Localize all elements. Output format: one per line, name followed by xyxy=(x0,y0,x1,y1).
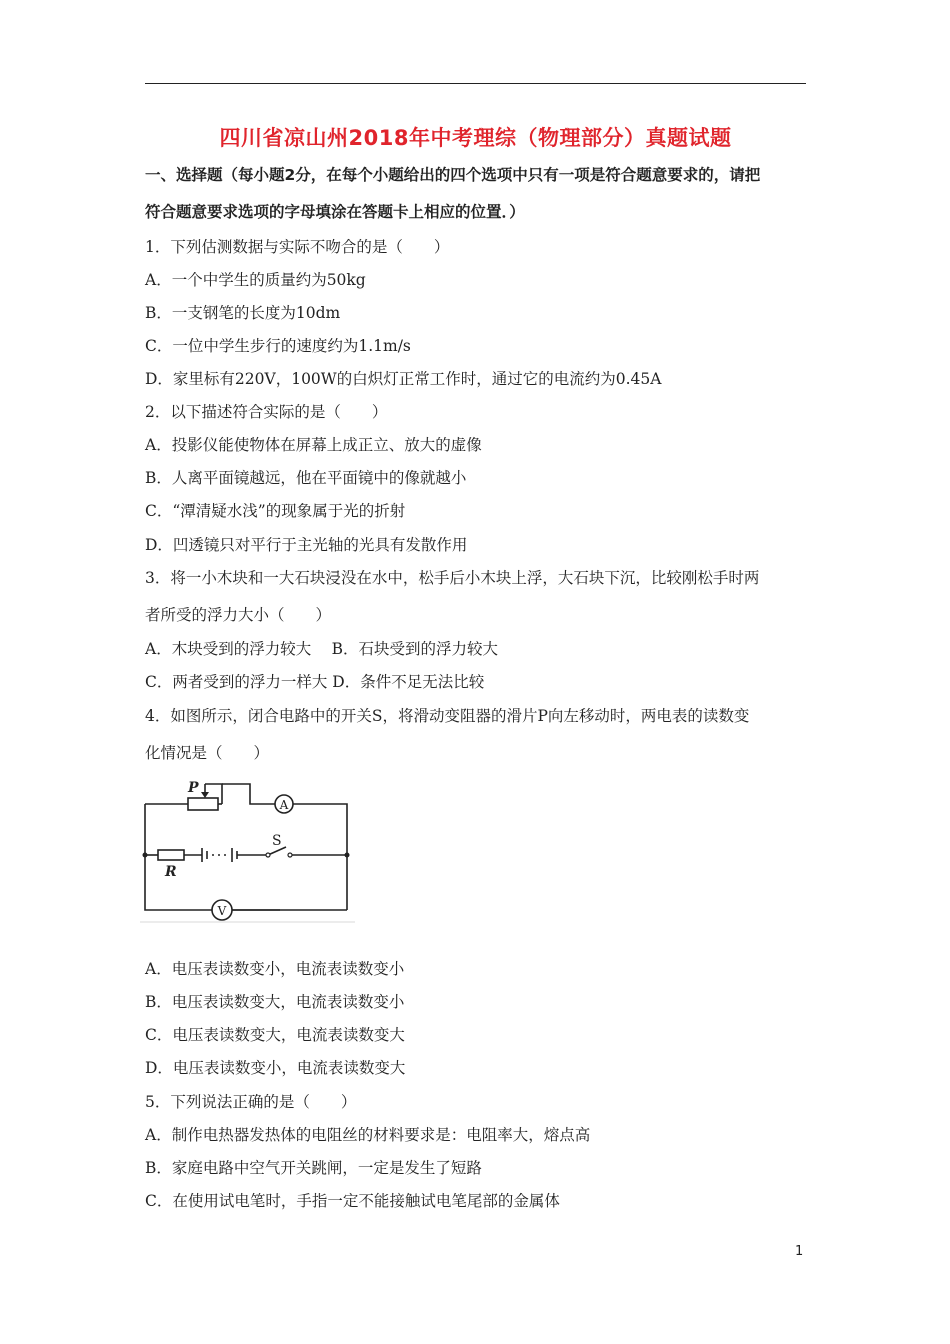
page-title: 四川省凉山州2018年中考理综（物理部分）真题试题 xyxy=(219,126,732,150)
label-r: R xyxy=(165,864,177,880)
rheostat-icon xyxy=(188,798,218,810)
resistor-icon xyxy=(158,850,184,860)
q5-option-a: A．制作电热器发热体的电阻丝的材料要求是：电阻率大，熔点高 xyxy=(145,1126,591,1144)
label-p: P xyxy=(188,780,199,796)
q2-option-c: C．“潭清疑水浅”的现象属于光的折射 xyxy=(145,502,406,520)
q1-stem: 1．下列估测数据与实际不吻合的是（ ） xyxy=(145,238,450,256)
q3-stem-line1: 3．将一小木块和一大石块浸没在水中，松手后小木块上浮，大石块下沉，比较刚松手时两 xyxy=(145,569,760,587)
label-s: S xyxy=(272,833,282,849)
circuit-diagram xyxy=(140,772,355,924)
q1-option-c: C．一位中学生步行的速度约为1.1m/s xyxy=(145,337,411,355)
q3-options-cd: C．两者受到的浮力一样大 D．条件不足无法比较 xyxy=(145,673,485,691)
label-a: A xyxy=(279,798,289,812)
q3-options-ab: A．木块受到的浮力较大 B．石块受到的浮力较大 xyxy=(145,640,499,658)
q5-stem: 5．下列说法正确的是（ ） xyxy=(145,1093,357,1111)
q1-option-d: D．家里标有220V，100W的白炽灯正常工作时，通过它的电流约为0.45A xyxy=(145,370,662,388)
q5-option-c: C．在使用试电笔时，手指一定不能接触试电笔尾部的金属体 xyxy=(145,1192,560,1210)
label-v: V xyxy=(217,904,227,918)
q2-option-a: A．投影仪能使物体在屏幕上成正立、放大的虚像 xyxy=(145,436,482,454)
section-heading-line1: 一、选择题（每小题2分，在每个小题给出的四个选项中只有一项是符合题意要求的，请把 xyxy=(145,166,761,184)
q4-stem-line2: 化情况是（ ） xyxy=(145,744,270,762)
q4-option-b: B．电压表读数变大，电流表读数变小 xyxy=(145,993,405,1011)
page-number: 1 xyxy=(795,1244,804,1259)
q1-option-b: B．一支钢笔的长度为10dm xyxy=(145,304,341,322)
q4-option-c: C．电压表读数变大，电流表读数变大 xyxy=(145,1026,405,1044)
q4-stem-line1: 4．如图所示，闭合电路中的开关S，将滑动变阻器的滑片P向左移动时，两电表的读数变 xyxy=(145,707,750,725)
q1-option-a: A．一个中学生的质量约为50kg xyxy=(145,271,366,289)
section-heading-line2: 符合题意要求选项的字母填涂在答题卡上相应的位置．） xyxy=(145,203,525,221)
q3-stem-line2: 者所受的浮力大小（ ） xyxy=(145,606,332,624)
q4-option-d: D．电压表读数变小，电流表读数变大 xyxy=(145,1059,406,1077)
q5-option-b: B．家庭电路中空气开关跳闸，一定是发生了短路 xyxy=(145,1159,482,1177)
header-rule xyxy=(145,83,806,84)
q2-stem: 2．以下描述符合实际的是（ ） xyxy=(145,403,388,421)
q2-option-b: B．人离平面镜越远，他在平面镜中的像就越小 xyxy=(145,469,467,487)
q4-option-a: A．电压表读数变小，电流表读数变小 xyxy=(145,960,405,978)
q2-option-d: D．凹透镜只对平行于主光轴的光具有发散作用 xyxy=(145,536,468,554)
